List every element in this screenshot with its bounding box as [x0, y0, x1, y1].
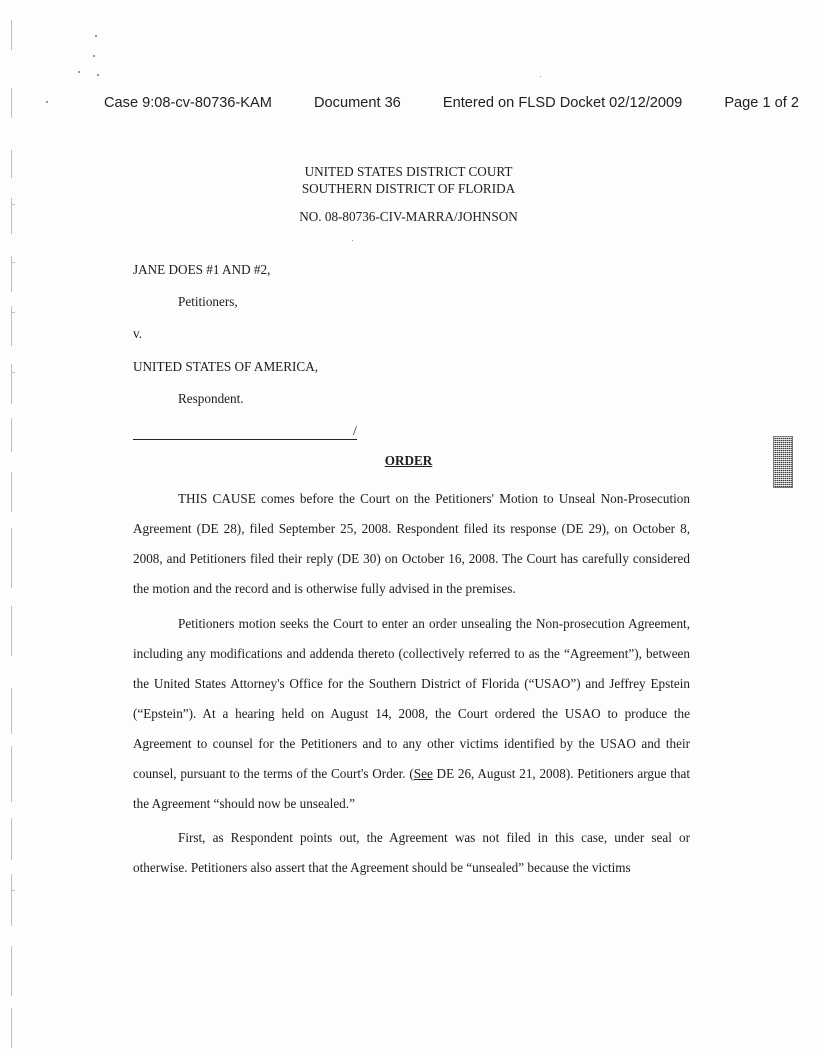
docket-header-stamp — [104, 95, 799, 111]
entered-date-stamp: Entered on FLSD Docket 02/12/2009 — [442, 95, 683, 111]
scan-margin-line — [11, 472, 12, 512]
respondent-role: Respondent. — [178, 391, 244, 406]
scan-speck — [93, 55, 95, 57]
page-number-stamp: Page 1 of 2 — [724, 95, 799, 111]
see-citation: See — [413, 765, 433, 781]
court-district: SOUTHERN DISTRICT OF FLORIDA — [301, 181, 516, 196]
scan-margin-line — [11, 20, 12, 50]
respondent-name: UNITED STATES OF AMERICA, — [133, 359, 319, 374]
scan-margin-line — [11, 364, 12, 404]
paragraph-1: THIS CAUSE comes before the Court on the Petitioners' Motion to Unseal Non-Prosecution Agreement (DE 28), filed September 25, 2008. Respondent filed its response (DE 29), on October 8, 2008, and Petitioners filed their reply (DE 30) on October 16, 2008. The Court has carefully considered the motion and the record and is otherwise fully advised in the premises. — [133, 491, 690, 596]
scan-margin-line — [11, 88, 12, 118]
scan-speck — [95, 35, 97, 37]
case-number: NO. 08-80736-CIV-MARRA/JOHNSON — [299, 209, 518, 224]
paragraph-2 — [133, 609, 690, 819]
caption-slash: / — [353, 424, 357, 439]
scan-margin-tick — [11, 372, 15, 373]
petitioners-name: JANE DOES #1 AND #2, — [133, 262, 271, 277]
scan-margin-line — [11, 688, 12, 734]
paragraph-3: First, as Respondent points out, the Agreement was not filed in this case, under seal or otherwise. Petitioners also assert that the Agreement should be “unsealed” because the victims — [133, 830, 690, 875]
scan-margin-tick — [11, 262, 15, 263]
scan-barcode-image — [773, 436, 793, 488]
scan-speck — [78, 71, 80, 73]
paragraph-2-text-a: Petitioners motion seeks the Court to enter an order unsealing the Non-prosecution Agreement, including any modifications and addenda thereto (collectively referred to as the “Agreement”), between the United States Attorney's Office for the Southern District of Florida (“USAO”) and Jeffrey Epstein (“Epstein”). At a hearing held on August 14, 2008, the Court ordered the USAO to produce the Agreement to counsel for the Petitioners and to any other victims identified by the USAO and their counsel, pursuant to the terms of the Court's Order. ( — [133, 615, 690, 781]
scan-margin-line — [11, 606, 12, 656]
scan-margin-tick — [11, 890, 15, 891]
scan-speck — [46, 101, 48, 103]
scan-speck — [352, 240, 353, 241]
scan-margin-line — [11, 746, 12, 802]
scan-margin-tick — [11, 312, 15, 313]
scan-margin-line — [11, 528, 12, 588]
scan-margin-line — [11, 946, 12, 996]
scan-margin-line — [11, 874, 12, 926]
petitioners-role: Petitioners, — [178, 294, 238, 309]
paragraph-2-text-b: DE 26, August 21, 2008). Petitioners argue that the Agreement “should now be unsealed.” — [133, 765, 690, 811]
scan-speck — [540, 76, 541, 77]
order-body — [133, 484, 690, 888]
document-number-stamp: Document 36 — [314, 95, 401, 111]
scan-margin-line — [11, 1008, 12, 1048]
court-name: UNITED STATES DISTRICT COURT — [304, 164, 513, 179]
scan-speck — [97, 74, 99, 76]
scan-margin-line — [11, 818, 12, 860]
caption-signature-line — [133, 439, 357, 440]
order-title: ORDER — [384, 453, 433, 468]
case-number-stamp: Case 9:08-cv-80736-KAM — [104, 95, 272, 111]
scan-margin-line — [11, 418, 12, 452]
scan-margin-tick — [11, 204, 15, 205]
versus: v. — [133, 326, 143, 341]
